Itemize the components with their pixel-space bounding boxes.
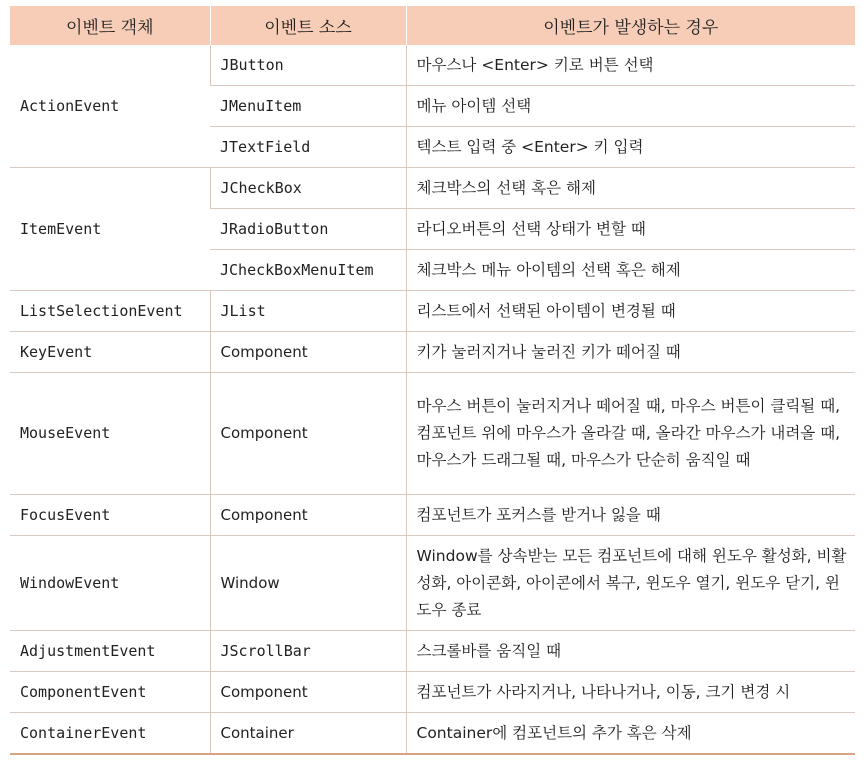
event-table-container — [10, 6, 855, 755]
event-source-cell: Container — [210, 713, 406, 755]
event-source-cell: JCheckBoxMenuItem — [210, 250, 406, 291]
event-source-cell: JRadioButton — [210, 209, 406, 250]
event-condition-cell: 체크박스의 선택 혹은 해제 — [406, 168, 855, 209]
event-object-cell: MouseEvent — [10, 373, 210, 495]
event-condition-cell: 텍스트 입력 중 <Enter> 키 입력 — [406, 127, 855, 168]
header-event-object: 이벤트 객체 — [10, 6, 210, 45]
event-condition-cell: Window를 상속받는 모든 컴포넌트에 대해 윈도우 활성화, 비활성화, 아이콘화, 아이콘에서 복구, 윈도우 열기, 윈도우 닫기, 윈도우 종료 — [406, 536, 855, 631]
table-row — [10, 45, 855, 86]
table-row — [10, 672, 855, 713]
table-row — [10, 168, 855, 209]
event-condition-cell: 리스트에서 선택된 아이템이 변경될 때 — [406, 291, 855, 332]
event-source-cell: JButton — [210, 45, 406, 86]
event-object-cell: ContainerEvent — [10, 713, 210, 755]
header-event-source: 이벤트 소스 — [210, 6, 406, 45]
header-event-condition: 이벤트가 발생하는 경우 — [406, 6, 855, 45]
table-row — [10, 291, 855, 332]
event-object-cell: ComponentEvent — [10, 672, 210, 713]
event-source-cell: JCheckBox — [210, 168, 406, 209]
event-object-cell: FocusEvent — [10, 495, 210, 536]
event-object-cell: ActionEvent — [10, 45, 210, 168]
event-source-cell: JMenuItem — [210, 86, 406, 127]
event-condition-cell: Container에 컴포넌트의 추가 혹은 삭제 — [406, 713, 855, 755]
event-source-cell: Component — [210, 495, 406, 536]
event-table — [10, 6, 855, 755]
event-condition-cell: 컴포넌트가 사라지거나, 나타나거나, 이동, 크기 변경 시 — [406, 672, 855, 713]
event-source-cell: Component — [210, 373, 406, 495]
event-condition-cell: 메뉴 아이템 선택 — [406, 86, 855, 127]
event-source-cell: JTextField — [210, 127, 406, 168]
event-source-cell: Component — [210, 332, 406, 373]
table-row — [10, 713, 855, 755]
event-source-cell: JList — [210, 291, 406, 332]
table-row — [10, 536, 855, 631]
event-condition-cell: 마우스 버튼이 눌러지거나 떼어질 때, 마우스 버튼이 클릭될 때, 컴포넌트 위에 마우스가 올라갈 때, 올라간 마우스가 내려올 때, 마우스가 드래그될 때, 마우스가 단순히 움직일 때 — [406, 373, 855, 495]
table-body — [10, 45, 855, 754]
table-row — [10, 332, 855, 373]
event-condition-cell: 라디오버튼의 선택 상태가 변할 때 — [406, 209, 855, 250]
table-header — [10, 6, 855, 45]
event-condition-cell: 컴포넌트가 포커스를 받거나 잃을 때 — [406, 495, 855, 536]
event-object-cell: WindowEvent — [10, 536, 210, 631]
event-condition-cell: 마우스나 <Enter> 키로 버튼 선택 — [406, 45, 855, 86]
event-object-cell: ItemEvent — [10, 168, 210, 291]
event-source-cell: Component — [210, 672, 406, 713]
event-object-cell: KeyEvent — [10, 332, 210, 373]
table-row — [10, 373, 855, 495]
table-row — [10, 631, 855, 672]
event-condition-cell: 키가 눌러지거나 눌러진 키가 떼어질 때 — [406, 332, 855, 373]
event-source-cell: JScrollBar — [210, 631, 406, 672]
event-condition-cell: 스크롤바를 움직일 때 — [406, 631, 855, 672]
event-object-cell: AdjustmentEvent — [10, 631, 210, 672]
table-row — [10, 495, 855, 536]
event-condition-cell: 체크박스 메뉴 아이템의 선택 혹은 해제 — [406, 250, 855, 291]
event-object-cell: ListSelectionEvent — [10, 291, 210, 332]
event-source-cell: Window — [210, 536, 406, 631]
